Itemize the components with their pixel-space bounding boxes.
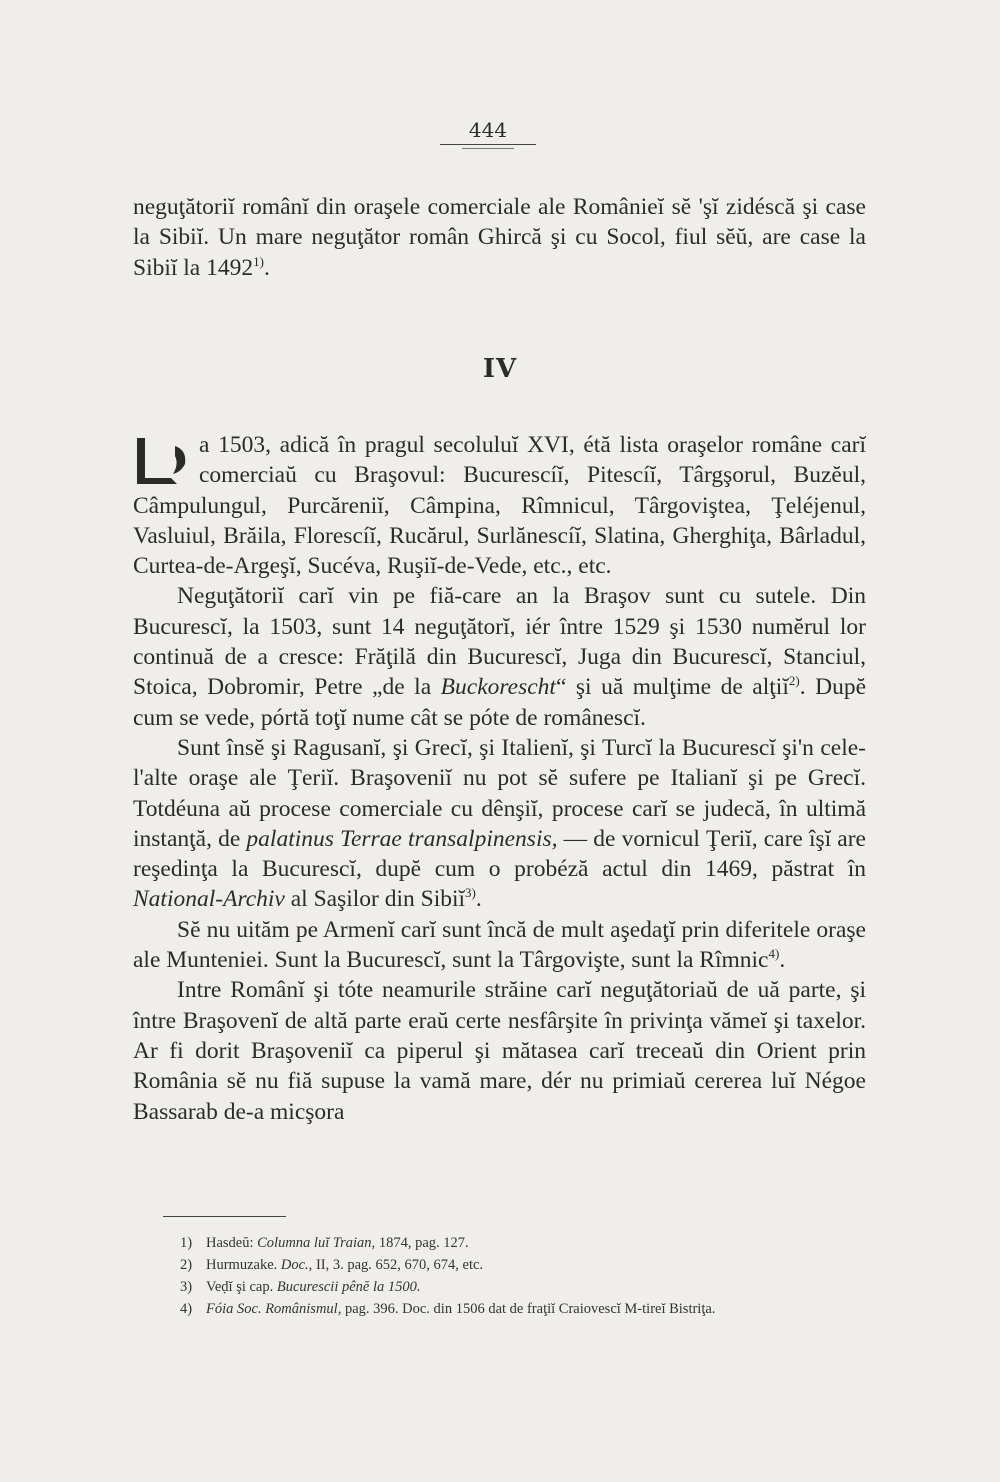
p4-text-a: Sĕ nu uităm pe Armenĭ carĭ sunt încă de mult aşedaţĭ prin diferitele oraşe ale Munteniei. Sunt la Bucurescĭ, sunt la Târgovişte, sunt la Rîmnic bbox=[133, 916, 866, 974]
p3-italic-b: National-Archiv bbox=[133, 886, 285, 913]
footnote-number: 2) bbox=[180, 1257, 193, 1273]
p3-italic-a: palatinus Terrae transalpinensis, bbox=[246, 825, 558, 852]
footnote-rule bbox=[163, 1216, 286, 1217]
footnotes bbox=[180, 1232, 880, 1320]
footnote-text: Hurmuzake. bbox=[206, 1257, 281, 1273]
section-heading: IV bbox=[482, 354, 518, 384]
p2-italic: Buckorescht bbox=[440, 674, 556, 701]
footnote-3 bbox=[180, 1276, 880, 1298]
footnote-italic: Bucurescii pênĕ la 1500. bbox=[276, 1279, 421, 1295]
page-number: 444 bbox=[468, 118, 508, 142]
page-number-rule-short bbox=[462, 148, 514, 149]
footnote-text: Hasdeŭ: bbox=[206, 1235, 258, 1251]
paragraph-1 bbox=[133, 430, 866, 581]
p2-text-c: . Dupĕ cum se vede, pórtă toţĭ nume cât se póte de românescĭ. bbox=[133, 674, 866, 731]
drop-cap-ornament bbox=[131, 434, 189, 490]
footnote-4 bbox=[180, 1298, 880, 1320]
footnote-1 bbox=[180, 1232, 880, 1254]
footnote-text: II, 3. pag. 652, 670, 674, etc. bbox=[312, 1257, 484, 1273]
footnote-ref-3: 3) bbox=[465, 885, 476, 901]
paragraph-4 bbox=[133, 915, 866, 976]
p3-text-c: al Saşilor din Sibiĭ bbox=[284, 886, 466, 913]
footnote-text: Veḍĭ şi cap. bbox=[206, 1279, 277, 1295]
paragraph-1-text: a 1503, adică în pragul secoluluĭ XVI, étă lista oraşelor române carĭ comerciaŭ cu Braşovul: Bucurescíĭ, Pitescíĭ, Târgşorul, Buzĕul, Câmpulungul, Purcăreniĭ, Câmpina, Rîmnicul, Târgoviştea, Ţeléjenul, Vasluiul, Brăila, Florescíĭ, Rucărul, Surlănescíĭ, Slatina, Gherghiţa, Bârladul, Curtea-de-Argeşĭ, Sucéva, Ruşiĭ-de-Vede, etc., etc. bbox=[133, 432, 866, 580]
footnote-italic: Fóia Soc. Românismul, bbox=[206, 1301, 342, 1317]
p4-text-b: . bbox=[779, 947, 786, 974]
p5-text: Intre Românĭ şi tóte neamurile străine carĭ neguţătoriaŭ de uă parte, şi între Braşovenĭ de altă parte eraŭ certe nesfârşite în privinţa vămeĭ şi taxelor. Ar fi dorit Braşoveniĭ ca piperul şi mătasea carĭ treceaŭ din Orient prin România sĕ nu fiă supuse la vamă mare, dér nu primiaŭ cererea luĭ Négoe Bassarab de-a micşora bbox=[133, 977, 866, 1125]
section-body bbox=[133, 430, 866, 1127]
p2-text-a: Neguţătoriĭ carĭ vin pe fiă-care an la Braşov sunt cu sutele. Din Bucurescĭ, la 1503, sunt 14 neguţătorĭ, iér între 1529 şi 1530 numĕrul lor continuă de a cresce: Frăţilă din Bucurescĭ, Juga din Bucurescĭ, Stanciul, Stoica, Dobromir, Petre „de la bbox=[133, 583, 866, 701]
paragraph-5 bbox=[133, 975, 866, 1126]
p3-text-d: . bbox=[475, 886, 482, 913]
intro-paragraph bbox=[133, 192, 866, 283]
footnote-ref-2: 2) bbox=[788, 673, 800, 689]
footnote-2 bbox=[180, 1254, 880, 1276]
p3-text-a: Sunt însĕ şi Ragusanĭ, şi Grecĭ, şi Italienĭ, şi Turcĭ la Bucurescĭ şi'n cele-l'alte oraşe ale Ţeriĭ. Braşoveniĭ nu pot sĕ sufere pe Italianĭ şi pe Grecĭ. Totdéuna aŭ procese comerciale cu dênşiĭ, procese carĭ se judecă, în ultimă instanţă, de bbox=[133, 734, 866, 852]
footnote-text: 1874, pag. 127. bbox=[375, 1235, 469, 1251]
footnote-text: pag. 396. Doc. din 1506 dat de fraţiĭ Craiovescĭ M-tireĭ Bistriţa. bbox=[341, 1301, 716, 1317]
footnote-number: 3) bbox=[180, 1279, 193, 1295]
p2-text-b: “ şi uă mulţime de alţiĭ bbox=[555, 674, 789, 701]
intro-text-end: . bbox=[263, 254, 270, 281]
footnote-italic: Doc., bbox=[280, 1257, 313, 1273]
footnote-ref-4: 4) bbox=[768, 946, 780, 962]
footnote-ref-1: 1) bbox=[253, 253, 264, 269]
intro-text-span: neguţătoriĭ românĭ din oraşele comerciale ale Românieĭ sĕ 'şĭ zidéscă şi case la Sibiĭ. Un mare neguţător român Ghircă şi cu Socol, fiul sĕŭ, are case la Sibiĭ la 1492 bbox=[133, 194, 866, 281]
footnote-number: 1) bbox=[180, 1235, 193, 1251]
footnote-number: 4) bbox=[180, 1301, 193, 1317]
intro-text bbox=[133, 192, 866, 283]
drop-cap bbox=[131, 434, 189, 490]
paragraph-2 bbox=[133, 581, 866, 732]
footnote-italic: Columna luĭ Traian, bbox=[257, 1235, 376, 1251]
paragraph-3 bbox=[133, 733, 866, 915]
p3-text-b: — de vornicul Ţeriĭ, care îşĭ are reşedinţa la Bucurescĭ, dupĕ cum o probéză actul din 1469, păstrat în bbox=[133, 825, 866, 883]
page-number-rule bbox=[440, 144, 536, 145]
